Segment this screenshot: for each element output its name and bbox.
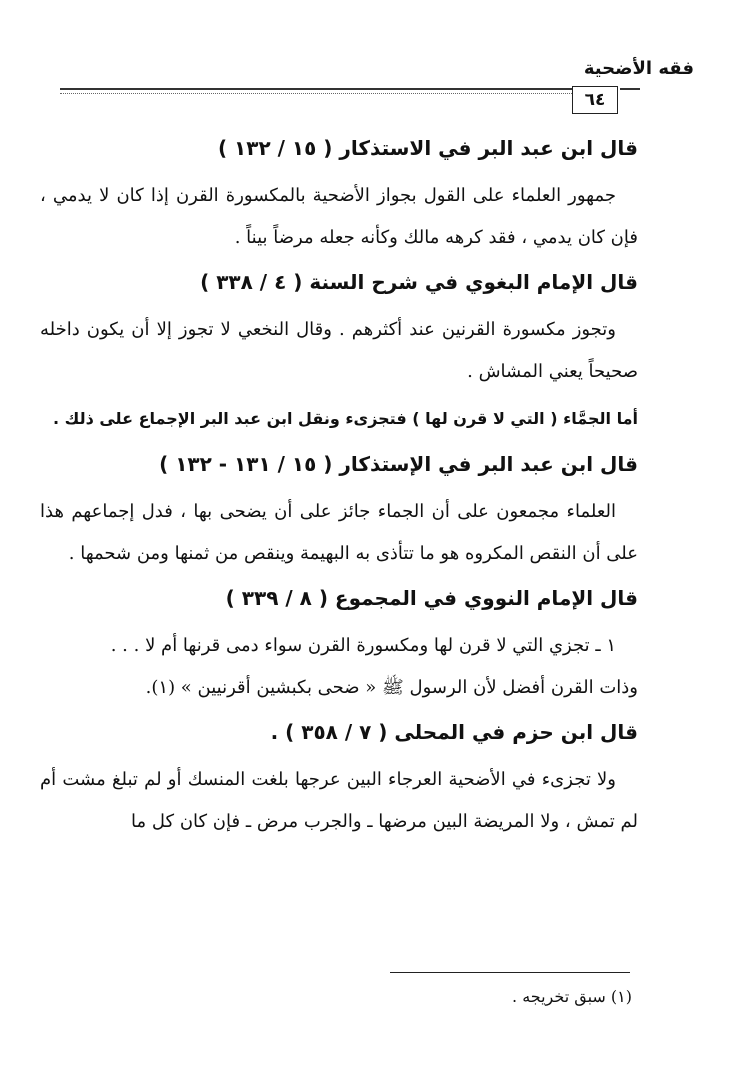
running-title: فقه الأضحية bbox=[583, 58, 694, 79]
paragraph: جمهور العلماء على القول بجواز الأضحية بالمكسورة القرن إذا كان لا يدمي ، فإن كان يدمي ، فقد كرهه مالك وكأنه جعله مرضاً بيناً . bbox=[40, 185, 638, 248]
footnote: (١) سبق تخريجه . bbox=[512, 987, 632, 1006]
bold-statement: أما الجمَّاء ( التي لا قرن لها ) فتجزىء ونقل ابن عبد البر الإجماع على ذلك . bbox=[53, 409, 638, 428]
footnote-rule bbox=[390, 972, 630, 973]
header-rule bbox=[60, 88, 572, 90]
paragraph: العلماء مجمعون على أن الجماء جائز على أن يضحى بها ، فدل إجماعهم هذا على أن النقص المكروه هو ما تتأذى به البهيمة وينقص من ثمنها ومن شحمها . bbox=[40, 501, 638, 564]
section-heading: قال الإمام النووي في المجموع ( ٨ / ٣٣٩ ) bbox=[225, 586, 638, 610]
page-body bbox=[40, 125, 638, 849]
section-heading: قال ابن عبد البر في الاستذكار ( ١٥ / ١٣٢ ) bbox=[217, 136, 638, 160]
header-rule-dotted bbox=[60, 93, 572, 94]
section-heading: قال ابن حزم في المحلى ( ٧ / ٣٥٨ ) . bbox=[270, 720, 638, 744]
page-number: ٦٤ bbox=[572, 86, 618, 114]
section-heading: قال ابن عبد البر في الإستذكار ( ١٥ / ١٣١ - ١٣٢ ) bbox=[159, 452, 638, 476]
paragraph: ولا تجزىء في الأضحية العرجاء البين عرجها بلغت المنسك أو لم تبلغ مشت أم لم تمش ، ولا المريضة البين مرضها ـ والجرب مرض ـ فإن كان كل ما bbox=[40, 769, 638, 832]
paragraph: وذات القرن أفضل لأن الرسول ﷺ « ضحى بكبشين أقرنيين » (١). bbox=[145, 677, 638, 698]
paragraph: ١ ـ تجزي التي لا قرن لها ومكسورة القرن سواء دمى قرنها أم لا . . . bbox=[110, 635, 616, 656]
section-heading: قال الإمام البغوي في شرح السنة ( ٤ / ٣٣٨ ) bbox=[200, 270, 638, 294]
paragraph: وتجوز مكسورة القرنين عند أكثرهم . وقال النخعي لا تجوز إلا أن يكون داخله صحيحاً يعني المشاش . bbox=[40, 319, 638, 382]
header-rule-right bbox=[620, 88, 640, 90]
